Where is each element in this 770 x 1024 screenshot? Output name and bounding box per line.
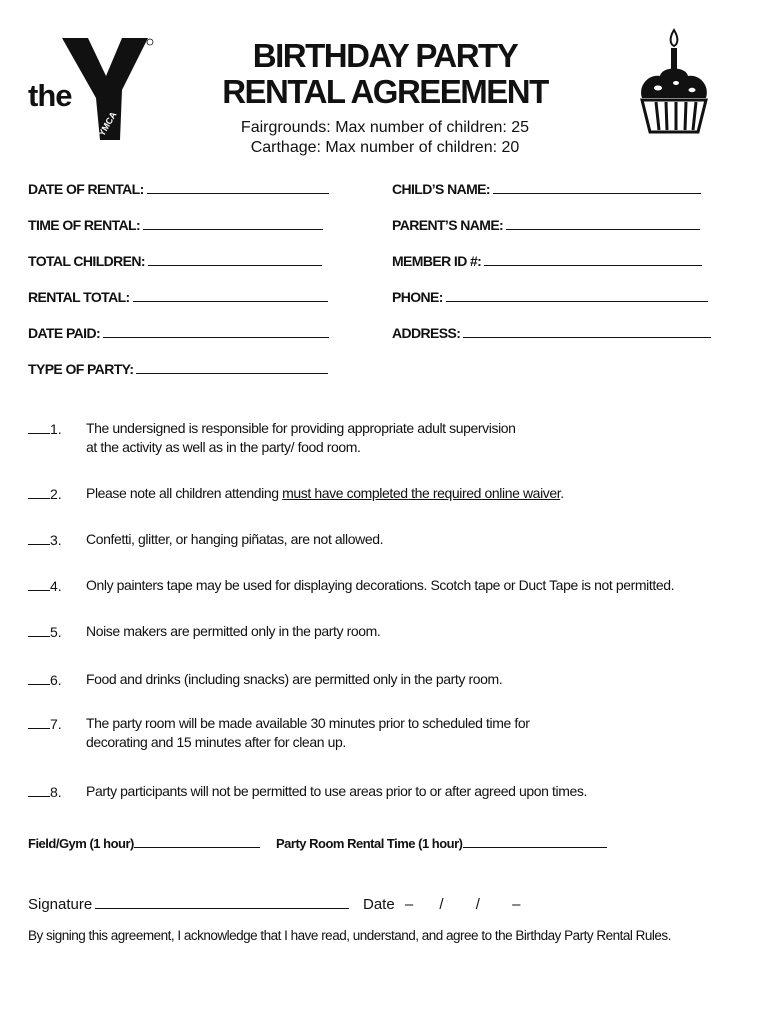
rule-text-post: . <box>560 485 564 501</box>
rule-6-initial[interactable] <box>28 672 68 688</box>
subtitle-line-1: Fairgrounds: Max number of children: 25 <box>240 119 530 136</box>
rule-8-initial[interactable] <box>28 784 68 800</box>
phone-line[interactable] <box>446 289 708 302</box>
rule-number: 7. <box>50 716 62 732</box>
type-of-party-line[interactable] <box>136 361 328 374</box>
rule-text-pre: Please note all children attending <box>86 485 283 501</box>
rule-line: The party room will be made available 30 minutes prior to scheduled time for <box>86 715 530 731</box>
rule-7-text <box>86 714 756 752</box>
title-line-1: BIRTHDAY PARTY <box>252 37 518 74</box>
field-label: TOTAL CHILDREN: <box>28 253 145 269</box>
rule-number: 4. <box>50 578 62 594</box>
field-label: TIME OF RENTAL: <box>28 217 141 233</box>
initial-blank[interactable] <box>28 421 50 434</box>
total-children-field[interactable] <box>28 253 322 269</box>
rule-1-text <box>86 419 756 457</box>
signature-field[interactable] <box>28 896 349 913</box>
page-title <box>200 38 570 110</box>
date-separator: / <box>439 896 444 913</box>
initial-blank[interactable] <box>28 578 50 591</box>
field-label: TYPE OF PARTY: <box>28 361 134 377</box>
rule-2-text <box>86 484 756 503</box>
party-room-line[interactable] <box>463 835 607 848</box>
field-label: RENTAL TOTAL: <box>28 289 130 305</box>
rule-line: decorating and 15 minutes after for clean up. <box>86 734 346 750</box>
field-gym-label: Field/Gym (1 hour) <box>28 836 134 851</box>
rule-4-initial[interactable] <box>28 578 68 594</box>
rule-3-initial[interactable] <box>28 532 68 548</box>
field-label: DATE PAID: <box>28 325 101 341</box>
date-label: Date <box>363 896 395 913</box>
time-of-rental-line[interactable] <box>143 217 323 230</box>
field-label: ADDRESS: <box>392 325 461 341</box>
rule-4-text: Only painters tape may be used for displaying decorations. Scotch tape or Duct Tape is not permitted. <box>86 577 675 593</box>
rule-number: 1. <box>50 421 62 437</box>
date-separator: / <box>475 896 480 913</box>
initial-blank[interactable] <box>28 672 50 685</box>
member-id-line[interactable] <box>484 253 702 266</box>
time-of-rental-field[interactable] <box>28 217 323 233</box>
date-paid-field[interactable] <box>28 325 329 341</box>
address-field[interactable] <box>392 325 711 341</box>
subtitle <box>200 118 570 158</box>
field-gym-time-field[interactable] <box>28 835 260 851</box>
rule-5-initial[interactable] <box>28 624 68 640</box>
member-id-field[interactable] <box>392 253 702 269</box>
date-of-rental-line[interactable] <box>147 181 329 194</box>
address-line[interactable] <box>463 325 711 338</box>
date-separator: – <box>404 896 414 913</box>
rule-number: 8. <box>50 784 62 800</box>
rule-5-text: Noise makers are permitted only in the party room. <box>86 623 381 639</box>
field-label: CHILD’S NAME: <box>392 181 490 197</box>
date-field[interactable] <box>363 896 520 913</box>
rule-2-initial[interactable] <box>28 486 68 502</box>
party-room-time-field[interactable] <box>276 835 607 851</box>
ymca-y-icon <box>26 36 156 146</box>
field-label: DATE OF RENTAL: <box>28 181 144 197</box>
phone-field[interactable] <box>392 289 708 305</box>
party-room-label: Party Room Rental Time (1 hour) <box>276 836 463 851</box>
initial-blank[interactable] <box>28 486 50 499</box>
online-waiver-requirement: must have completed the required online waiver <box>282 485 561 501</box>
rule-3-text: Confetti, glitter, or hanging piñatas, are not allowed. <box>86 531 384 547</box>
parents-name-field[interactable] <box>392 217 700 233</box>
initial-blank[interactable] <box>28 532 50 545</box>
total-children-line[interactable] <box>148 253 322 266</box>
initial-blank[interactable] <box>28 624 50 637</box>
field-label: MEMBER ID #: <box>392 253 482 269</box>
rental-total-line[interactable] <box>133 289 328 302</box>
initial-blank[interactable] <box>28 784 50 797</box>
date-of-rental-field[interactable] <box>28 181 329 197</box>
initial-blank[interactable] <box>28 716 50 729</box>
date-paid-line[interactable] <box>103 325 329 338</box>
field-label: PARENT’S NAME: <box>392 217 504 233</box>
date-separator: – <box>512 896 521 913</box>
field-label: PHONE: <box>392 289 443 305</box>
field-gym-line[interactable] <box>134 835 260 848</box>
rule-1-initial[interactable] <box>28 421 68 437</box>
rule-6-text: Food and drinks (including snacks) are permitted only in the party room. <box>86 671 503 687</box>
ymca-logo <box>26 36 156 146</box>
childs-name-line[interactable] <box>493 181 701 194</box>
rule-line: at the activity as well as in the party/ food room. <box>86 439 361 455</box>
subtitle-line-2: Carthage: Max number of children: 20 <box>250 139 520 156</box>
rule-line: The undersigned is responsible for providing appropriate adult supervision <box>86 420 516 436</box>
rule-number: 3. <box>50 532 62 548</box>
signature-label: Signature <box>28 896 93 913</box>
cupcake-icon <box>636 28 712 138</box>
signature-line[interactable] <box>95 896 349 909</box>
childs-name-field[interactable] <box>392 181 701 197</box>
rule-number: 6. <box>50 672 62 688</box>
rule-7-initial[interactable] <box>28 716 68 732</box>
rental-total-field[interactable] <box>28 289 328 305</box>
type-of-party-field[interactable] <box>28 361 328 377</box>
logo-the-text: the <box>28 78 72 113</box>
rule-number: 5. <box>50 624 62 640</box>
acknowledgement-text: By signing this agreement, I acknowledge that I have read, understand, and agree to the Birthday Party Rental Rules. <box>28 928 671 943</box>
logo-ymca-text: YMCA <box>96 109 119 138</box>
title-line-2: RENTAL AGREEMENT <box>222 73 548 110</box>
rule-number: 2. <box>50 486 62 502</box>
parents-name-line[interactable] <box>506 217 700 230</box>
rule-8-text: Party participants will not be permitted to use areas prior to or after agreed upon times. <box>86 783 587 799</box>
